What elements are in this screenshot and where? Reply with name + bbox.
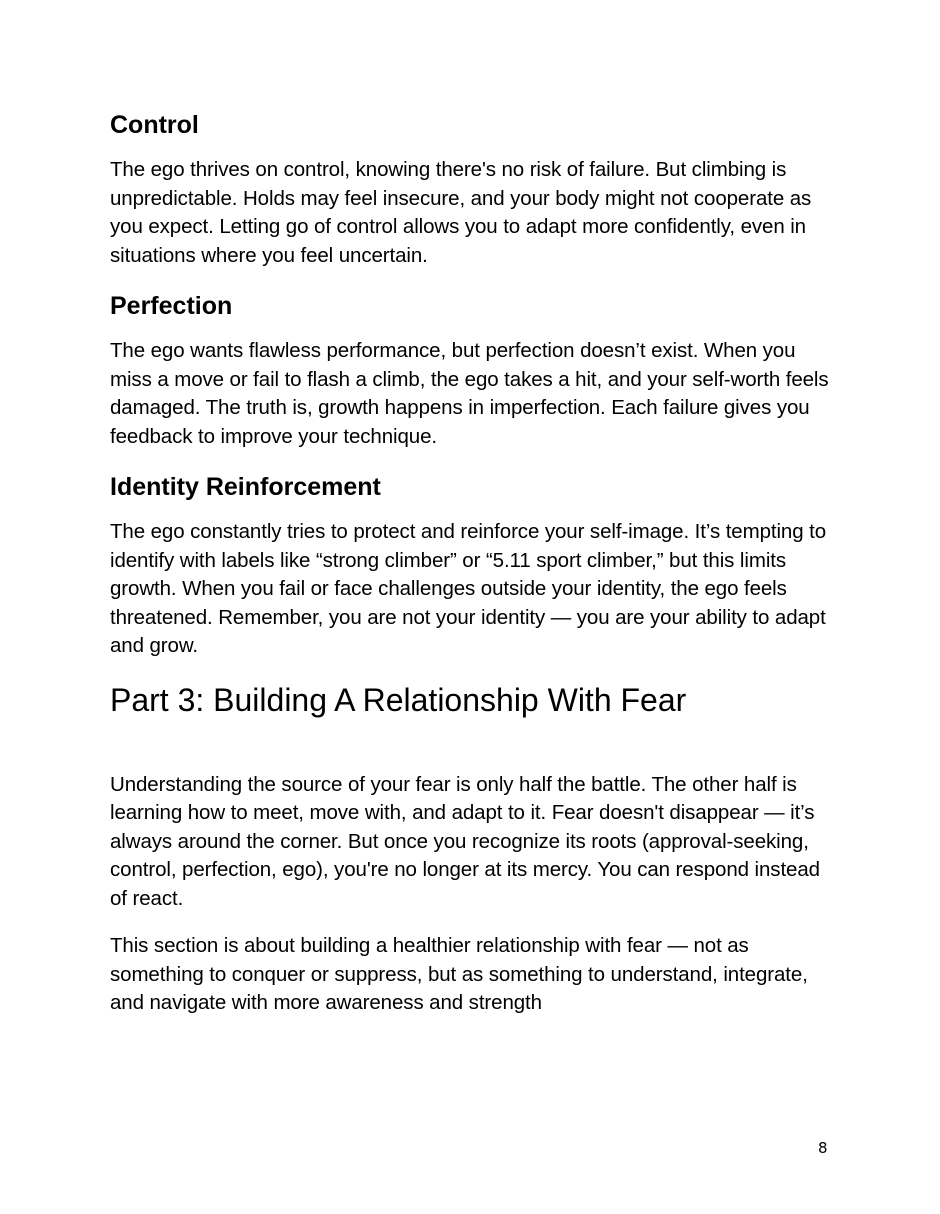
section-body-control: The ego thrives on control, knowing there's no risk of failure. But climbing is unpredictable. Holds may feel insecure, and your body might not cooperate as you expect. Letting go of control allows you to adapt more confidently, even in situations where you feel uncertain.	[110, 158, 812, 267]
part-title: Part 3: Building A Relationship With Fear	[110, 681, 687, 718]
section-heading-identity-reinforcement: Identity Reinforcement	[110, 473, 381, 501]
section-heading-perfection: Perfection	[110, 292, 233, 320]
page-content	[110, 108, 840, 1037]
part-paragraph-2: This section is about building a healthier relationship with fear — not as something to conquer or suppress, but as something to understand, integrate, and navigate with more awareness and strength	[110, 934, 808, 1014]
section-body-identity-reinforcement: The ego constantly tries to protect and reinforce your self-image. It’s tempting to identify with labels like “strong climber” or “5.11 sport climber,” but this limits growth. When you fail or face challenges outside your identity, the ego feels threatened. Remember, you are not your identity — you are your ability to adapt and grow.	[110, 520, 827, 657]
section-heading-control: Control	[110, 111, 199, 139]
part-paragraph-1: Understanding the source of your fear is only half the battle. The other half is learning how to meet, move with, and adapt to it. Fear doesn't disappear — it’s always around the corner. But once you recognize its roots (approval-seeking, control, perfection, ego), you're no longer at its mercy. You can respond instead of react.	[110, 772, 820, 910]
section-body-perfection: The ego wants flawless performance, but perfection doesn’t exist. When you miss a move or fail to flash a climb, the ego takes a hit, and your self-worth feels damaged. The truth is, growth happens in imperfection. Each failure gives you feedback to improve your technique.	[110, 339, 829, 448]
page-number: 8	[818, 1139, 828, 1157]
